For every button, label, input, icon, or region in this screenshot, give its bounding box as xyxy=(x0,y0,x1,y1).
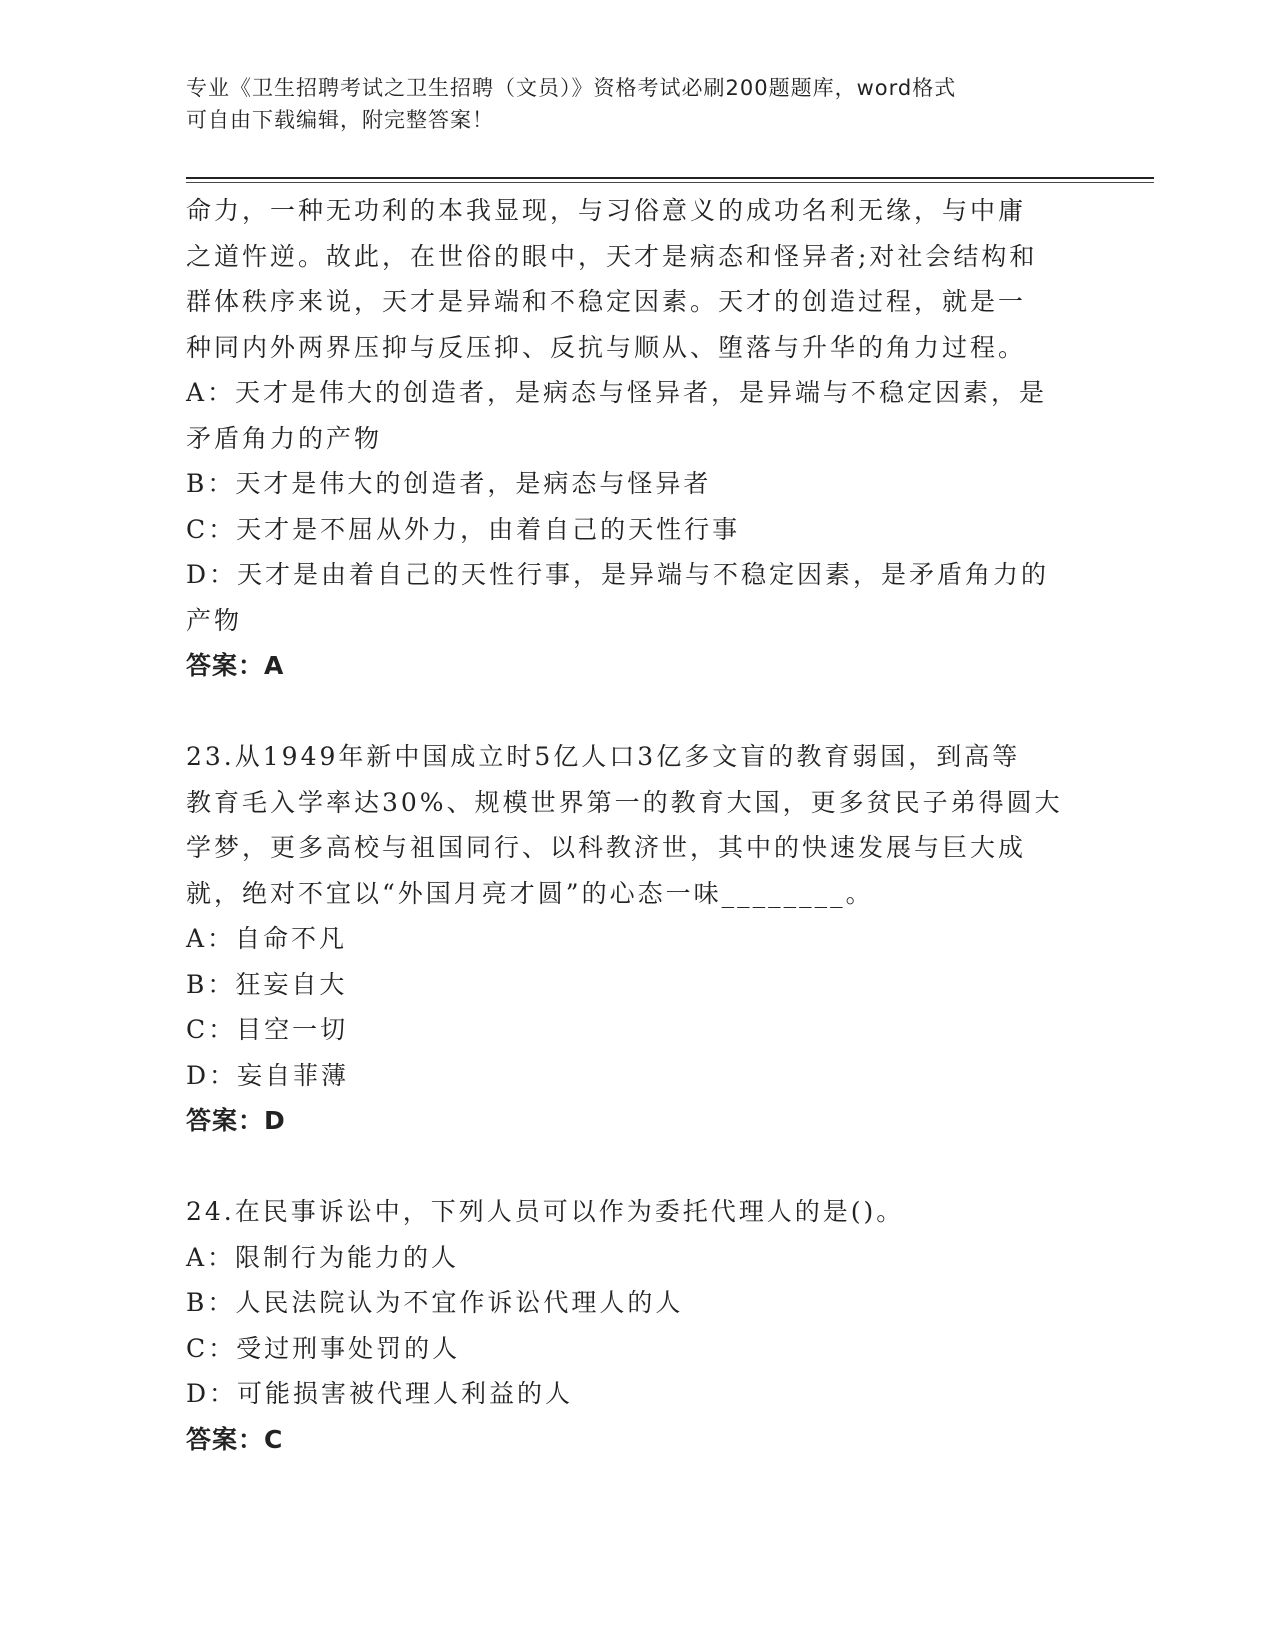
question-spacer xyxy=(186,1144,1146,1190)
option-d: D：可能损害被代理人利益的人 xyxy=(186,1379,574,1408)
option-d: D：天才是由着自己的天性行事，是异端与不稳定因素，是矛盾角力的 xyxy=(186,560,1050,589)
answer-label: 答案：C xyxy=(186,1424,284,1454)
option-b: B：狂妄自大 xyxy=(186,969,348,999)
question-stem-line: 之道忤逆。故此，在世俗的眼中，天才是病态和怪异者;对社会结构和 xyxy=(186,241,1038,271)
question-22 xyxy=(186,188,1146,689)
header-title-line-2: 可自由下载编辑，附完整答案！ xyxy=(186,108,494,132)
document-header xyxy=(186,72,1086,136)
question-list xyxy=(186,188,1146,1462)
header-divider-thin xyxy=(186,182,1154,183)
option-a: A：天才是伟大的创造者，是病态与怪异者，是异端与不稳定因素，是 xyxy=(186,378,1048,407)
option-d-continued: 产物 xyxy=(186,605,243,635)
question-stem-line: 24.在民事诉讼中，下列人员可以作为委托代理人的是()。 xyxy=(186,1197,905,1226)
option-a: A：自命不凡 xyxy=(186,924,348,953)
header-divider-thick xyxy=(186,177,1154,179)
option-c: C：天才是不屈从外力，由着自己的天性行事 xyxy=(186,514,741,544)
option-b: B：天才是伟大的创造者，是病态与怪异者 xyxy=(186,469,712,498)
option-a-continued: 矛盾角力的产物 xyxy=(186,423,383,453)
option-c: C：受过刑事处罚的人 xyxy=(186,1333,461,1363)
option-a: A：限制行为能力的人 xyxy=(186,1242,460,1272)
question-stem-line: 种同内外两界压抑与反压抑、反抗与顺从、堕落与升华的角力过程。 xyxy=(186,332,1027,362)
answer-label: 答案：A xyxy=(186,651,285,680)
option-b: B：人民法院认为不宜作诉讼代理人的人 xyxy=(186,1288,684,1317)
question-stem-line: 23.从1949年新中国成立时5亿人口3亿多文盲的教育弱国，到高等 xyxy=(186,742,1021,771)
question-23 xyxy=(186,734,1146,1144)
question-stem-line: 教育毛入学率达30%、规模世界第一的教育大国，更多贫民子弟得圆大 xyxy=(186,787,1063,817)
option-d: D：妄自菲薄 xyxy=(186,1060,350,1090)
question-stem-line: 群体秩序来说，天才是异端和不稳定因素。天才的创造过程，就是一 xyxy=(186,287,1027,316)
question-24 xyxy=(186,1189,1146,1462)
question-stem-line: 学梦，更多高校与祖国同行、以科教济世，其中的快速发展与巨大成 xyxy=(186,833,1027,862)
answer-label: 答案：D xyxy=(186,1106,286,1135)
option-c: C：目空一切 xyxy=(186,1015,349,1044)
question-stem-line: 命力，一种无功利的本我显现，与习俗意义的成功名利无缘，与中庸 xyxy=(186,196,1027,225)
question-spacer xyxy=(186,689,1146,735)
question-stem-line: 就，绝对不宜以“外国月亮才圆”的心态一味________。 xyxy=(186,878,874,908)
header-title-line-1: 专业《卫生招聘考试之卫生招聘（文员）》资格考试必刷200题题库，word格式 xyxy=(186,76,957,100)
